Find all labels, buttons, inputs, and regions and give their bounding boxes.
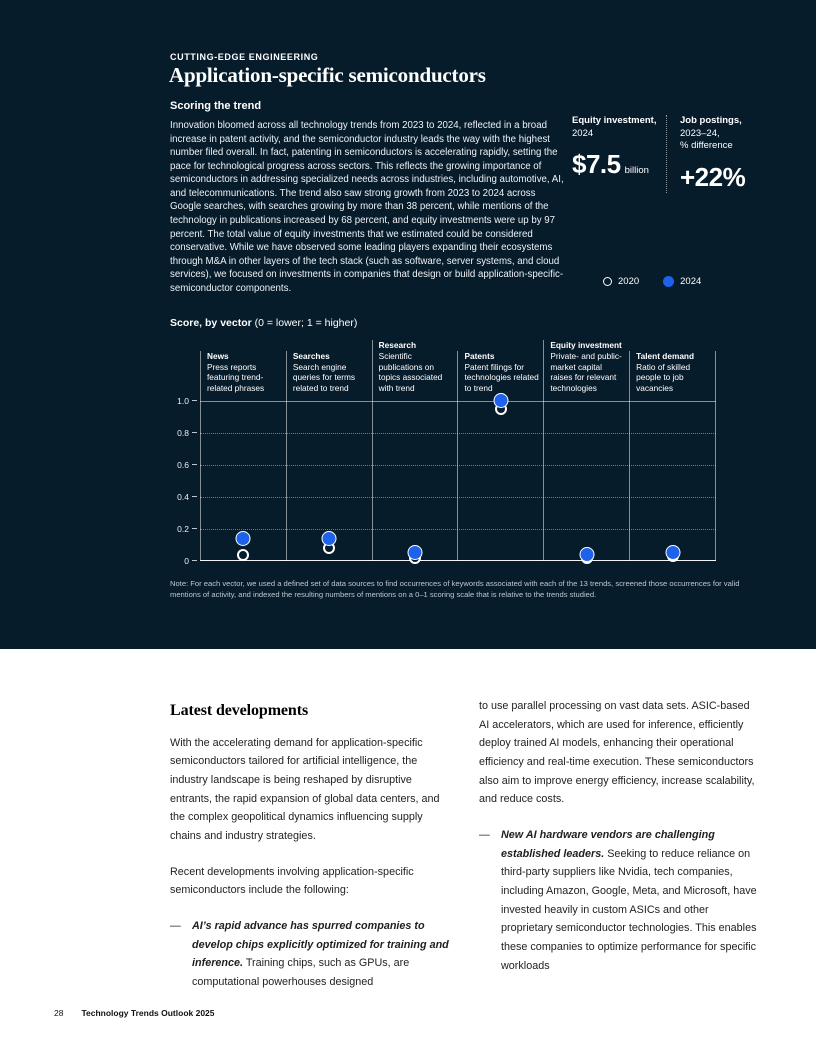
latest-developments-section xyxy=(0,649,816,1009)
bullet-dash: — xyxy=(170,920,181,933)
open-circle-icon xyxy=(603,277,612,286)
report-title: Technology Trends Outlook 2025 xyxy=(81,1008,215,1018)
stat-jobs-label: Job postings, 2023–24, % difference xyxy=(680,115,742,152)
y-tick-0.4: 0.4 xyxy=(170,492,197,502)
data-point-2024 xyxy=(236,531,251,546)
data-point-2024 xyxy=(665,545,680,560)
chart-legend xyxy=(603,276,701,287)
section-eyebrow: CUTTING-EDGE ENGINEERING xyxy=(170,52,319,62)
y-tick-0.2: 0.2 xyxy=(170,524,197,534)
data-point-2024 xyxy=(408,545,423,560)
chart-column-searches xyxy=(286,351,372,561)
plot-area xyxy=(200,340,716,561)
stat-job-postings xyxy=(666,115,806,193)
stat-equity-value: $7.5 billion xyxy=(572,149,649,180)
scoring-the-trend-heading: Scoring the trend xyxy=(170,100,262,112)
trend-intro-paragraph: Innovation bloomed across all technology trends from 2023 to 2024, reflected in a broad increase in patent activity, and the semiconductor industry leads the way with the highest number filed overall. In fact, patenting in semiconductors is accelerating rapidly, setting the pace for technological progress across sectors. This reflects the growing importance of semiconductors in addressing specialized needs across industries, including automotive, AI, and telecommunications. The trend also saw strong growth from 2023 to 2024 across Google searches, with searches growing by more than 38 percent, while mentions of the technology in publications increased by 68 percent, and equity investments were up by 97 percent. The total value of equity investments that we estimated could be considered conservative. While we have observed some leading players expanding their ecosystems through M&A in other layers of the tech stack (such as software, server systems, and cloud services), we focused on investments in companies that design or build application-specific-semiconductor components. xyxy=(170,120,564,294)
filled-circle-icon xyxy=(663,276,674,287)
chart-title: Score, by vector (0 = lower; 1 = higher) xyxy=(170,317,358,329)
chart-column-patents xyxy=(457,351,543,561)
chart-column-talent-demand xyxy=(629,351,716,561)
bullet-ai-rapid-advance xyxy=(170,917,453,992)
developments-left-column xyxy=(170,697,453,1009)
data-point-2024 xyxy=(493,393,508,408)
legend-2024-label: 2024 xyxy=(680,276,702,287)
column-plot xyxy=(373,401,458,561)
key-stats xyxy=(572,115,806,193)
stat-equity-investment xyxy=(572,115,666,193)
score-by-vector-chart xyxy=(170,340,716,566)
developments-paragraph-2: Recent developments involving application-specific semiconductors include the following: xyxy=(170,865,414,897)
bullet-dash: — xyxy=(479,829,490,842)
y-tick-0.8: 0.8 xyxy=(170,428,197,438)
page-number: 28 xyxy=(54,1008,64,1018)
column-plot xyxy=(544,401,629,561)
bullet-new-ai-hardware-vendors xyxy=(479,826,762,975)
column-header: News Press reports featuring trend-related phrases xyxy=(207,350,265,394)
tick-mark-icon xyxy=(192,496,197,497)
developments-paragraph-1: With the accelerating demand for application-specific semiconductors tailored for artificial intelligence, the industry landscape is being reshaped by disruptive entrants, the rapid expansion of global data centers, and the complex geopolitical dynamics influencing supply chains and industry strategies. xyxy=(170,736,440,843)
column-plot xyxy=(458,401,543,561)
chart-column-news xyxy=(200,351,286,561)
legend-2020-label: 2020 xyxy=(618,276,640,287)
y-axis xyxy=(170,395,200,566)
tick-mark-icon xyxy=(192,464,197,465)
developments-right-column xyxy=(479,697,762,1009)
y-tick-0: 0 xyxy=(170,556,197,566)
column-header: Equity investment Private- and public-market capital raises for relevant technologies xyxy=(550,340,622,394)
latest-developments-heading: Latest developments xyxy=(170,702,309,719)
page-footer xyxy=(54,1008,215,1018)
bullet-text: AI’s rapid advance has spurred companies to develop chips explicitly optimized for training and inference. Training chips, such as GPUs, are computational powerhouses designed xyxy=(192,920,449,989)
data-point-2024 xyxy=(579,547,594,562)
page-title: Application-specific semiconductors xyxy=(169,63,486,87)
column-plot xyxy=(201,401,286,561)
chart-column-research xyxy=(372,340,458,561)
column-header: Patents Patent filings for technologies related to trend xyxy=(464,350,539,394)
column-plot xyxy=(630,401,715,561)
legend-item-2020 xyxy=(603,276,639,287)
stat-equity-unit: billion xyxy=(624,165,649,177)
legend-item-2024 xyxy=(663,276,701,287)
chart-footnote: Note: For each vector, we used a defined set of data sources to find occurrences of keywords associated with each of the 13 trends, screened those occurrences for valid mentions of activity, and indexed the resulting numbers of mentions on a 0–1 scoring scale that is relative to the trends studied. xyxy=(170,579,740,599)
column-plot xyxy=(287,401,372,561)
developments-paragraph-3: to use parallel processing on vast data sets. ASIC-based AI accelerators, which are used for inference, efficiently deploy trained AI models, enhancing their operational efficiency and real-time execution. These semiconductors also aim to improve energy efficiency, increase scalability, and reduce costs. xyxy=(479,700,755,806)
tick-mark-icon xyxy=(192,528,197,529)
column-header: Research Scientific publications on topics associated with trend xyxy=(378,340,443,394)
column-header: Searches Search engine queries for terms related to trend xyxy=(292,350,356,394)
data-point-2024 xyxy=(322,531,337,546)
y-tick-1.0: 1.0 xyxy=(170,396,197,406)
column-header: Talent demand Ratio of skilled people to job vacancies xyxy=(636,350,695,394)
tick-mark-icon xyxy=(192,432,197,433)
data-point-2020 xyxy=(237,549,249,561)
tick-mark-icon xyxy=(192,400,197,401)
y-tick-0.6: 0.6 xyxy=(170,460,197,470)
bullet-text: New AI hardware vendors are challenging established leaders. Seeking to reduce reliance on third-party suppliers like Nvidia, tech companies, including Amazon, Google, Meta, and Microsoft, have invested heavily in custom ASICs and other proprietary semiconductor technologies. This enables these companies to optimize performance for specific workloads xyxy=(501,829,757,972)
stat-jobs-value: +22% xyxy=(680,161,746,192)
stat-equity-label: Equity investment, 2024 xyxy=(572,115,657,139)
chart-column-equity-investment xyxy=(543,340,629,561)
tick-mark-icon xyxy=(192,560,197,561)
